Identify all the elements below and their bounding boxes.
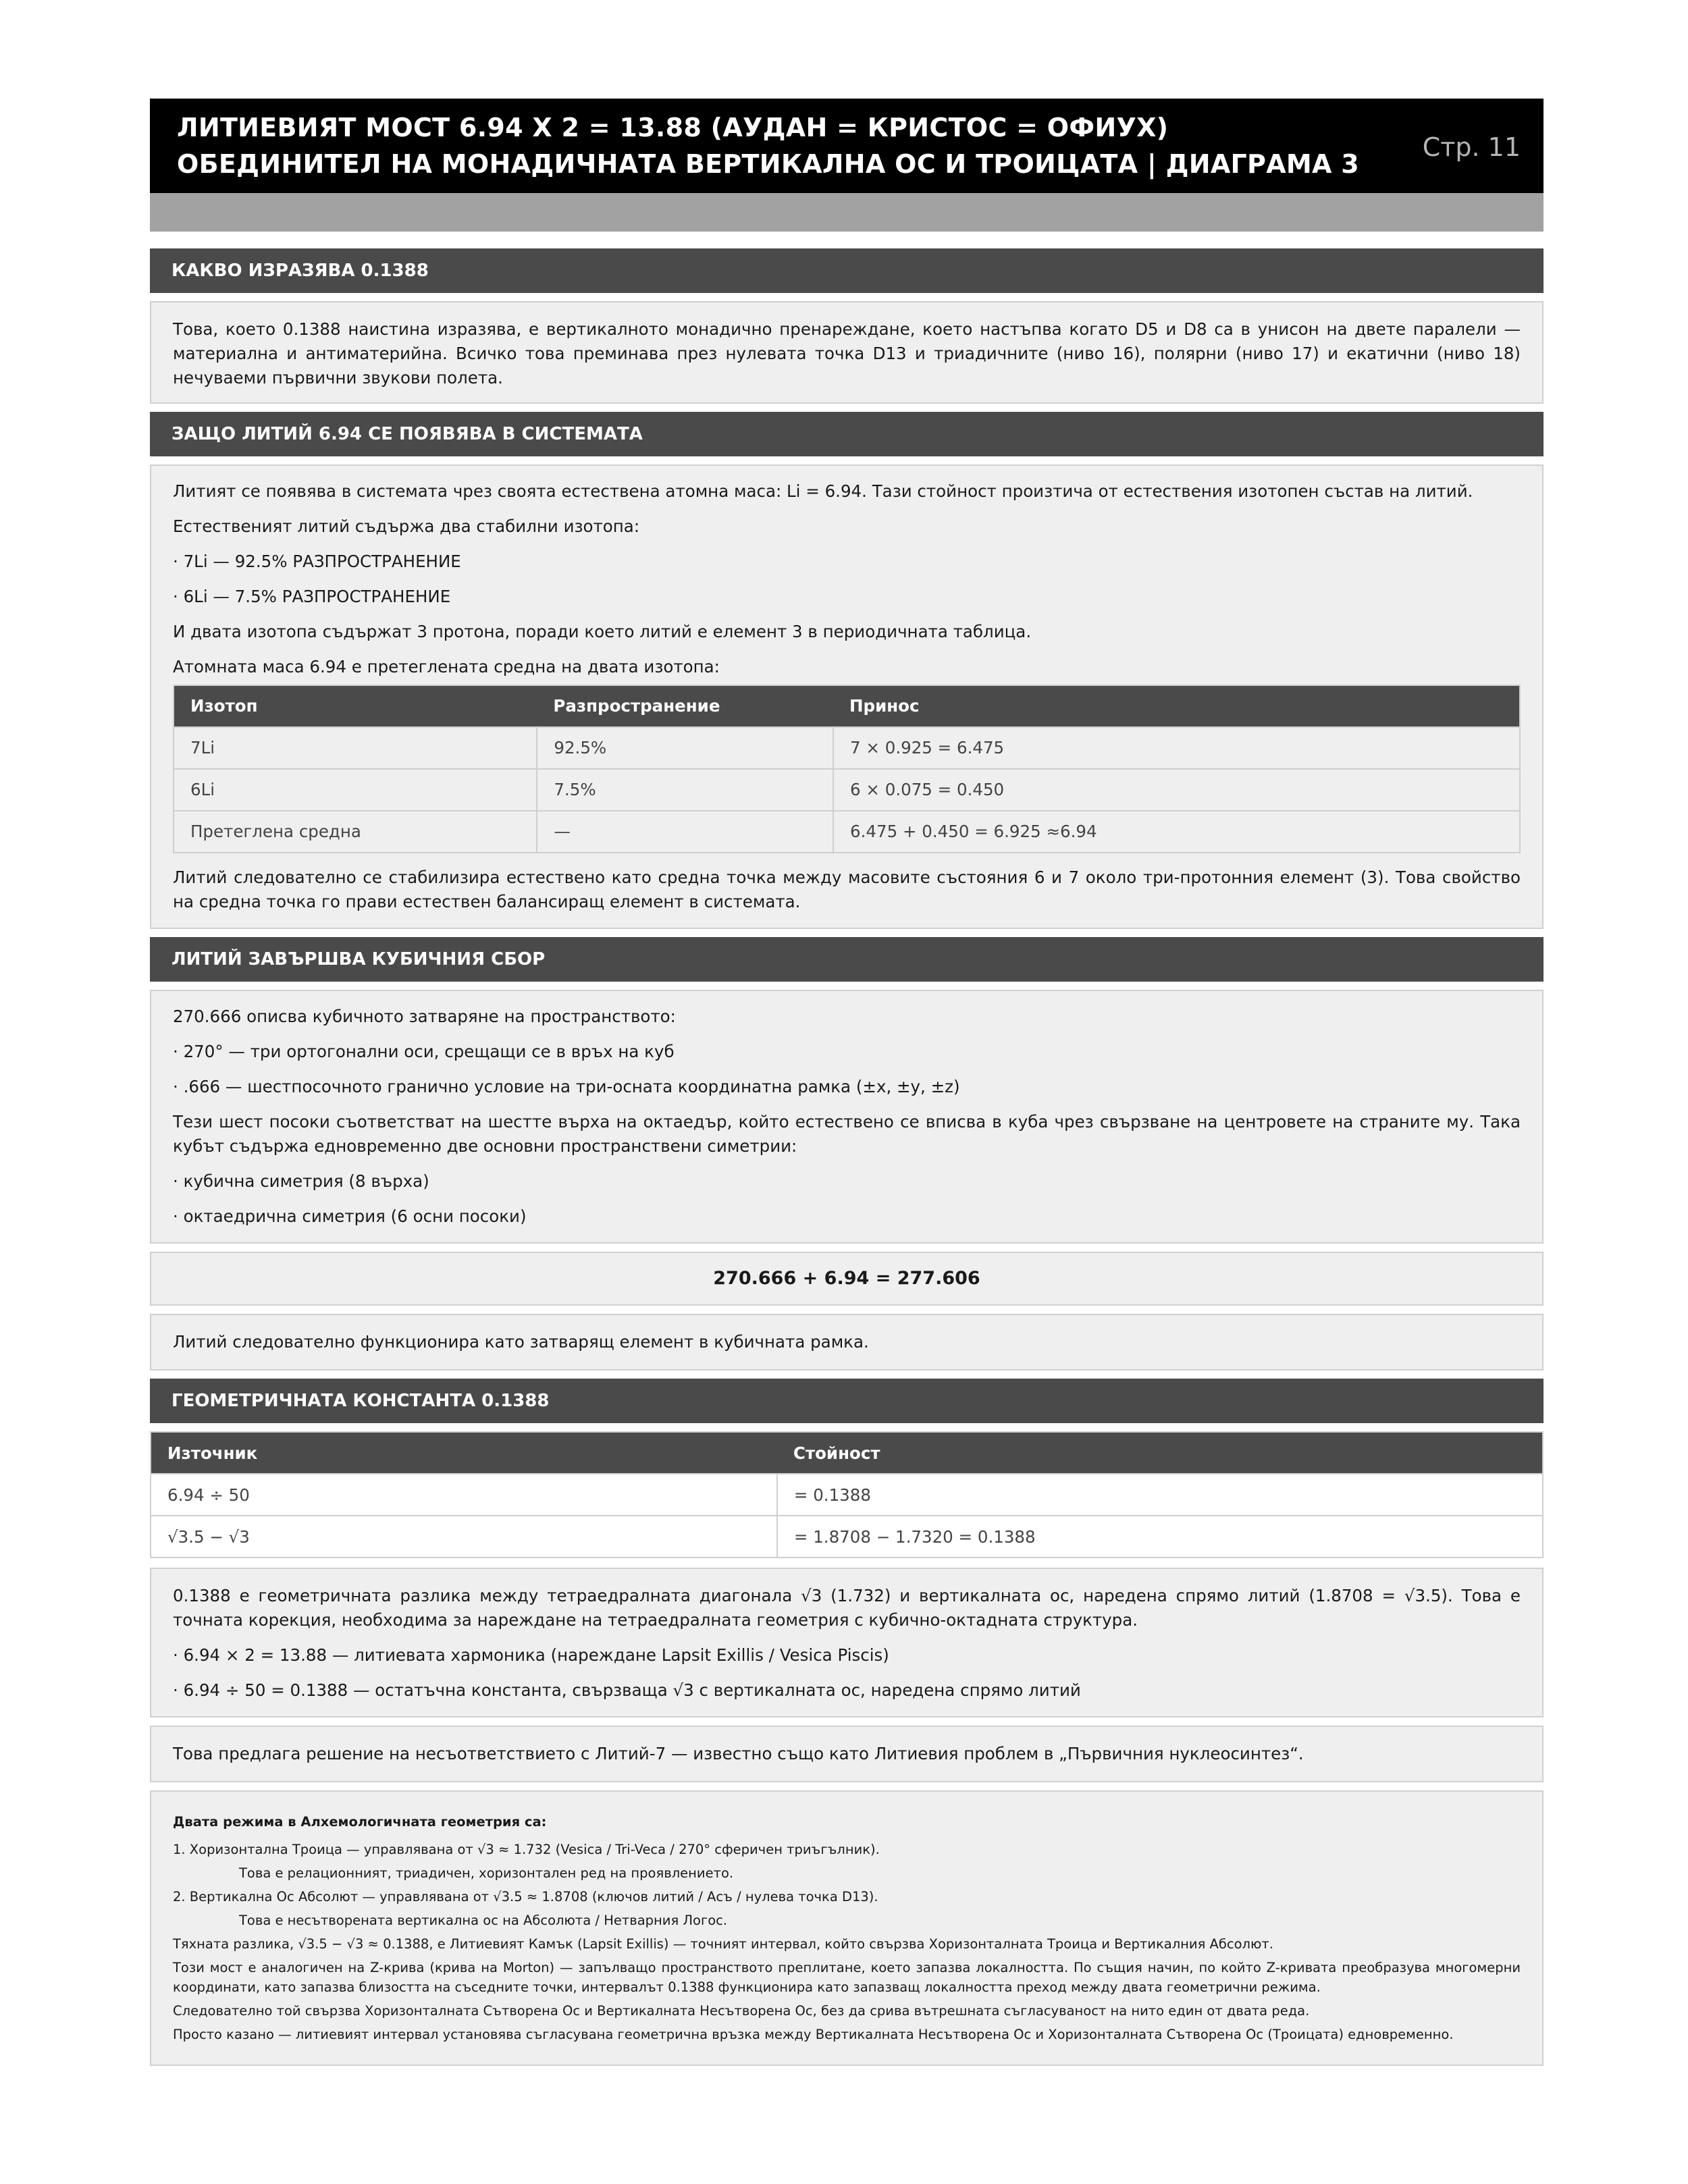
header-divider-strip xyxy=(150,193,1544,232)
table-header-cell: Разпространение xyxy=(537,685,833,727)
title-bar xyxy=(150,99,1544,193)
notes-paragraph: Тяхната разлика, √3.5 − √3 ≈ 0.1388, е Литиевият Камък (Lapsit Exillis) — точният интервал, който свързва Хоризонталната Троица и Вертикалния Абсолют. xyxy=(173,1936,1273,1952)
section-body-why-lithium xyxy=(150,464,1544,929)
table-cell: 6.94 ÷ 50 xyxy=(151,1474,777,1516)
notes-title: Двата режима в Алхемологичната геометрия са: xyxy=(173,1814,547,1830)
section-body-geometric-constant xyxy=(150,1568,1544,1717)
table-cell: 6 × 0.075 = 0.450 xyxy=(833,769,1520,811)
table-row xyxy=(151,1474,1543,1516)
notes-subitem: Това е релационният, триадичен, хоризонтален ред на проявлението. xyxy=(239,1865,734,1881)
section-heading-why-lithium: ЗАЩО ЛИТИЙ 6.94 СЕ ПОЯВЯВА В СИСТЕМАТА xyxy=(150,412,1544,456)
paragraph: Атомната маса 6.94 е претеглената средна на двата изотопа: xyxy=(173,657,720,676)
table-row xyxy=(174,769,1520,811)
table-header-cell: Източник xyxy=(151,1432,777,1474)
table-cell: = 0.1388 xyxy=(777,1474,1543,1516)
notes-box xyxy=(150,1790,1544,2066)
table-cell: = 1.8708 − 1.7320 = 0.1388 xyxy=(777,1516,1543,1557)
solution-box xyxy=(150,1726,1544,1782)
table-cell: √3.5 − √3 xyxy=(151,1516,777,1557)
paragraph: И двата изотопа съдържат 3 протона, поради което литий е елемент 3 в периодичната таблица. xyxy=(173,622,1032,641)
notes-paragraph: Следователно той свързва Хоризонталната Сътворена Ос и Вертикалната Несътворена Ос, без да срива вътрешната съгласуваност на нито един от двата реда. xyxy=(173,2003,1310,2019)
bullet-item: · 6.94 × 2 = 13.88 — литиевата хармоника (нареждане Lapsit Exillis / Vesica Piscis) xyxy=(173,1645,889,1665)
bullet-item: · октаедрична симетрия (6 осни посоки) xyxy=(173,1206,527,1226)
conclusion-box xyxy=(150,1314,1544,1370)
paragraph: Естественият литий съдържа два стабилни изотопа: xyxy=(173,516,640,536)
bullet-item: · 7Li — 92.5% РАЗПРОСТРАНЕНИЕ xyxy=(173,552,461,571)
paragraph: Литий следователно се стабилизира естествено като средна точка между масовите състояния 6 и 7 около три-протонния елемент (3). Това свойство на средна точка го прави естествен балансиращ елемент в системата. xyxy=(173,868,1521,911)
constant-table xyxy=(150,1431,1544,1558)
bullet-item: · 6.94 ÷ 50 = 0.1388 — остатъчна константа, свързваща √3 с вертикалната ос, наредена спрямо литий xyxy=(173,1680,1081,1700)
paragraph: 270.666 описва кубичното затваряне на пространството: xyxy=(173,1007,676,1026)
document-page xyxy=(150,99,1544,2066)
formula-box: 270.666 + 6.94 = 277.606 xyxy=(150,1252,1544,1306)
notes-paragraph: Този мост е аналогичен на Z-крива (крива на Morton) — запълващо пространството преплитане, което запазва локалността. По същия начин, по който Z-кривата преобразува многомерни координати, като запазва близостта на съседните точки, интервалът 0.1388 функционира като запазващ локалността преход между двата геометрични режима. xyxy=(173,1960,1521,1995)
section-body-cubic-sum xyxy=(150,990,1544,1244)
section-heading-geometric-constant: ГЕОМЕТРИЧНАТА КОНСТАНТА 0.1388 xyxy=(150,1379,1544,1423)
notes-subitem: Това е несътворената вертикална ос на Абсолюта / Нетварния Логос. xyxy=(239,1913,728,1928)
notes-paragraph: Просто казано — литиевият интервал установява съгласувана геометрична връзка между Вертикалната Несътворена Ос и Хоризонталната Сътворена Ос (Троицата) едновременно. xyxy=(173,2027,1454,2042)
notes-item: 2. Вертикална Ос Абсолют — управлявана от √3.5 ≈ 1.8708 (ключов литий / Асъ / нулева точка D13). xyxy=(173,1889,878,1905)
table-cell: 7.5% xyxy=(537,769,833,811)
section-heading-cubic-sum: ЛИТИЙ ЗАВЪРШВА КУБИЧНИЯ СБОР xyxy=(150,937,1544,982)
page-title-line-2: ОБЕДИНИТЕЛ НА МОНАДИЧНАТА ВЕРТИКАЛНА ОС И ТРОИЦАТА | ДИАГРАМА 3 xyxy=(177,149,1359,179)
bullet-item: · 270° — три ортогонални оси, срещащи се в връх на куб xyxy=(173,1042,675,1061)
table-cell: 7 × 0.925 = 6.475 xyxy=(833,727,1520,769)
page-number: Стр. 11 xyxy=(1422,132,1521,162)
table-row xyxy=(174,727,1520,769)
paragraph: Литият се появява в системата чрез своята естествена атомна маса: Li = 6.94. Тази стойност произтича от естествения изотопен състав на литий. xyxy=(173,481,1473,501)
table-cell: — xyxy=(537,811,833,853)
notes-item: 1. Хоризонтална Троица — управлявана от √3 ≈ 1.732 (Vesica / Tri-Veca / 270° сферичен триъгълник). xyxy=(173,1842,880,1857)
page-title-line-1: ЛИТИЕВИЯТ МОСТ 6.94 X 2 = 13.88 (АУДАН = КРИСТОС = ОФИУХ) xyxy=(177,113,1169,142)
table-cell: 6.475 + 0.450 = 6.925 ≈6.94 xyxy=(833,811,1520,853)
section-heading-what-expresses: КАКВО ИЗРАЗЯВА 0.1388 xyxy=(150,248,1544,293)
paragraph: Тези шест посоки съответстват на шестте върха на октаедър, който естествено се вписва в куба чрез свързване на центровете на страните му. Така кубът съдържа едновременно две основни пространствени симетрии: xyxy=(173,1112,1521,1156)
paragraph: Това предлага решение на несъответствието с Литий-7 — известно също като Литиевия проблем в „Първичния нуклеосинтез“. xyxy=(173,1744,1304,1763)
paragraph: 0.1388 е геометричната разлика между тетраедралната диагонала √3 (1.732) и вертикалната ос, наредена спрямо литий (1.8708 = √3.5). Това е точната корекция, необходима за нареждане на тетраедралната геометрия с кубично-октадната структура. xyxy=(173,1586,1521,1630)
table-header-cell: Принос xyxy=(833,685,1520,727)
isotope-table xyxy=(173,685,1521,853)
table-row xyxy=(151,1516,1543,1557)
table-cell: Претеглена средна xyxy=(174,811,537,853)
bullet-item: · 6Li — 7.5% РАЗПРОСТРАНЕНИЕ xyxy=(173,587,451,606)
bullet-item: · .666 — шестпосочното гранично условие на три-осната координатна рамка (±x, ±y, ±z) xyxy=(173,1077,960,1096)
table-header-row xyxy=(151,1432,1543,1474)
section-body-what-expresses xyxy=(150,301,1544,404)
table-cell: 7Li xyxy=(174,727,537,769)
table-header-cell: Изотоп xyxy=(174,685,537,727)
table-cell: 92.5% xyxy=(537,727,833,769)
table-row xyxy=(174,811,1520,853)
table-cell: 6Li xyxy=(174,769,537,811)
paragraph: Това, което 0.1388 наистина изразява, е вертикалното монадично пренареждане, което настъпва когато D5 и D8 са в унисон на двете паралели — материална и антиматерийна. Всичко това преминава през нулевата точка D13 и триадичните (ниво 16), полярни (ниво 17) и екатични (ниво 18) нечуваеми първични звукови полета. xyxy=(173,319,1521,388)
table-header-row xyxy=(174,685,1520,727)
table-header-cell: Стойност xyxy=(777,1432,1543,1474)
bullet-item: · кубична симетрия (8 върха) xyxy=(173,1171,429,1191)
paragraph: Литий следователно функционира като затварящ елемент в кубичната рамка. xyxy=(173,1332,869,1352)
